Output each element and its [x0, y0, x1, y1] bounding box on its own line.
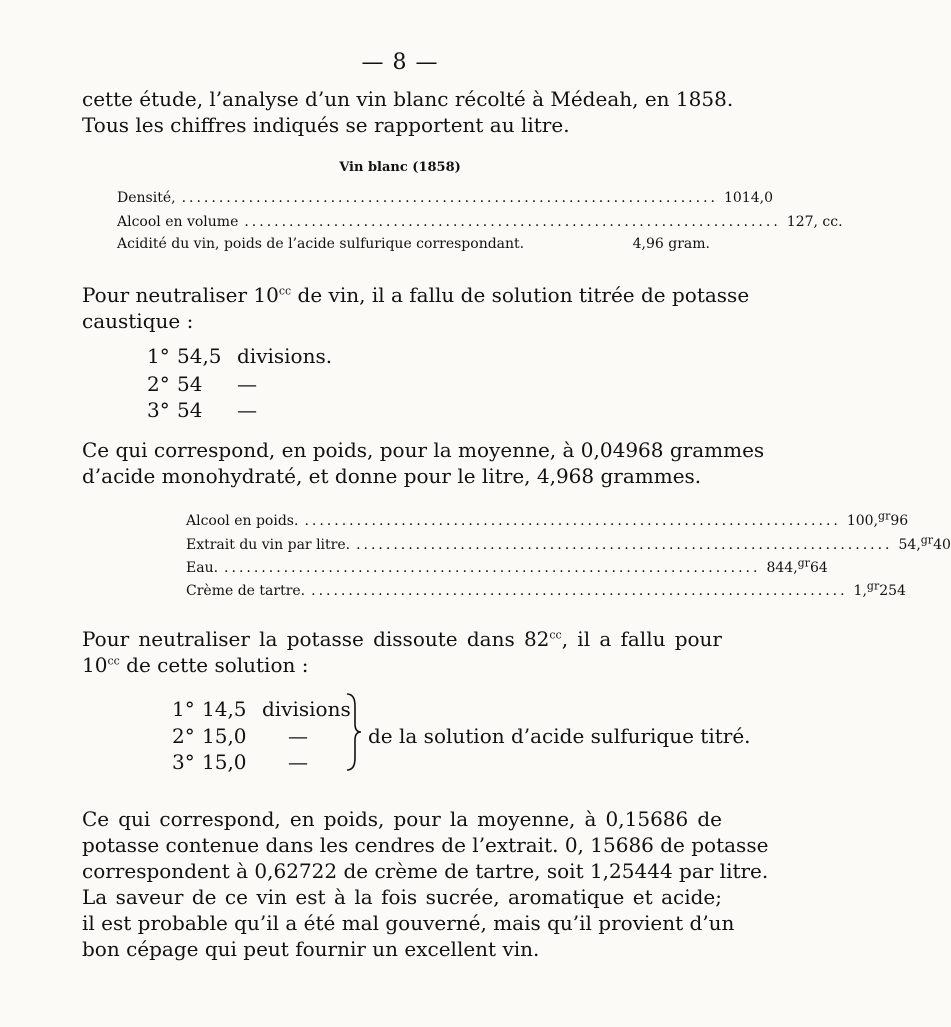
para5-line-2: potasse contenue dans les cendres de l’extrait. 0, 15686 de potasse	[82, 833, 769, 857]
neutralisation-paragraph-1	[82, 282, 750, 334]
item-unit: —	[237, 398, 257, 422]
row-value: 1014,0	[723, 190, 773, 206]
row-value: 127, cc.	[786, 214, 843, 230]
leader-dots: ........................................................................	[181, 190, 718, 206]
item-unit: divisions.	[237, 344, 333, 368]
item-unit: —	[288, 724, 308, 748]
para5-line-3: correspondent à 0,62722 de crème de tartre, soit 1,25444 par litre.	[82, 859, 769, 883]
item-number: 3°	[147, 398, 170, 422]
row-label: Acidité du vin, poids de l’acide sulfurique correspondant.	[117, 236, 525, 252]
table-row-densite	[117, 190, 773, 206]
superscript: cc	[549, 628, 562, 642]
right-brace	[343, 692, 363, 772]
item-unit: divisions	[262, 697, 351, 721]
row-value: 1,$^{gr}$254	[853, 579, 906, 599]
item-value: 14,5	[202, 697, 247, 721]
list-item	[147, 372, 257, 396]
table2-row	[186, 579, 906, 599]
table-row-acidite	[117, 236, 710, 252]
item-value: 54	[177, 372, 203, 396]
conclusion-paragraph	[82, 884, 735, 962]
para2-line-2: caustique :	[82, 309, 194, 333]
list-item	[172, 724, 308, 748]
item-number: 2°	[147, 372, 170, 396]
para6-line-3: bon cépage qui peut fournir un excellent vin.	[82, 937, 540, 961]
text-segment: Pour neutraliser la potasse dissoute dans 82	[82, 627, 550, 651]
neutralisation-paragraph-2	[82, 626, 722, 678]
result-paragraph-2	[82, 806, 769, 884]
item-value: 54	[177, 398, 203, 422]
superscript: cc	[278, 284, 292, 298]
item-unit: —	[288, 750, 308, 774]
row-label: Crème de tartre.	[186, 583, 306, 599]
item-number: 1°	[172, 697, 195, 721]
list-item	[147, 344, 332, 368]
row-value: 844,$^{gr}$64	[766, 556, 828, 576]
row-value: 4,96 gram.	[632, 236, 710, 252]
leader-dots: ........................................................................	[356, 537, 893, 553]
para3-line-2: d’acide monohydraté, et donne pour le litre, 4,968 grammes.	[82, 464, 702, 488]
table2-row	[186, 509, 909, 529]
text-segment: de vin, il a fallu de solution titrée de potasse	[291, 283, 750, 307]
list-item	[172, 750, 308, 774]
table-title: Vin blanc (1858)	[339, 160, 461, 175]
row-value: 54,$^{gr}$40	[898, 533, 951, 553]
row-value: 100,$^{gr}$96	[846, 509, 909, 529]
table2-row	[186, 556, 828, 576]
table-row-alcool	[117, 214, 843, 230]
row-label: Extrait du vin par litre.	[186, 537, 351, 553]
list-item	[172, 697, 351, 721]
item-number: 2°	[172, 724, 195, 748]
para4-line-1	[82, 626, 722, 652]
para4-line-2	[82, 652, 722, 678]
text-segment: , il a fallu pour	[561, 627, 722, 651]
intro-paragraph	[82, 86, 734, 138]
superscript: cc	[107, 654, 120, 668]
intro-line-2: Tous les chiffres indiqués se rapportent au litre.	[82, 113, 570, 137]
leader-dots: ........................................................................	[244, 214, 781, 230]
item-number: 1°	[147, 344, 170, 368]
item-number: 3°	[172, 750, 195, 774]
text-segment: Pour neutraliser 10	[82, 283, 279, 307]
para3-line-1: Ce qui correspond, en poids, pour la moyenne, à 0,04968 grammes	[82, 438, 765, 462]
item-value: 15,0	[202, 724, 247, 748]
item-value: 15,0	[202, 750, 247, 774]
result-paragraph-1	[82, 437, 765, 489]
para2-line-1	[82, 282, 750, 308]
table2-row	[186, 533, 951, 553]
item-value: 54,5	[177, 344, 222, 368]
para6-line-1: La saveur de ce vin est à la fois sucrée, aromatique et acide;	[82, 885, 722, 909]
text-segment: 10	[82, 653, 108, 677]
intro-line-1: cette étude, l’analyse d’un vin blanc récolté à Médeah, en 1858.	[82, 87, 734, 111]
row-label: Alcool en poids.	[186, 513, 299, 529]
row-label: Densité,	[117, 190, 176, 206]
row-label: Alcool en volume	[117, 214, 239, 230]
list-item	[147, 398, 257, 422]
leader-dots: ........................................................................	[224, 560, 761, 576]
text-segment: de cette solution :	[119, 653, 309, 677]
page-number: — 8 —	[361, 50, 439, 75]
para6-line-2: il est probable qu’il a été mal gouverné, mais qu’il provient d’un	[82, 911, 735, 935]
item-unit: —	[237, 372, 257, 396]
leader-dots: ........................................................................	[311, 583, 848, 599]
leader-dots: ........................................................................	[304, 513, 841, 529]
row-label: Eau.	[186, 560, 219, 576]
brace-caption: de la solution d’acide sulfurique titré.	[368, 724, 751, 748]
para5-line-1: Ce qui correspond, en poids, pour la moyenne, à 0,15686 de	[82, 807, 722, 831]
